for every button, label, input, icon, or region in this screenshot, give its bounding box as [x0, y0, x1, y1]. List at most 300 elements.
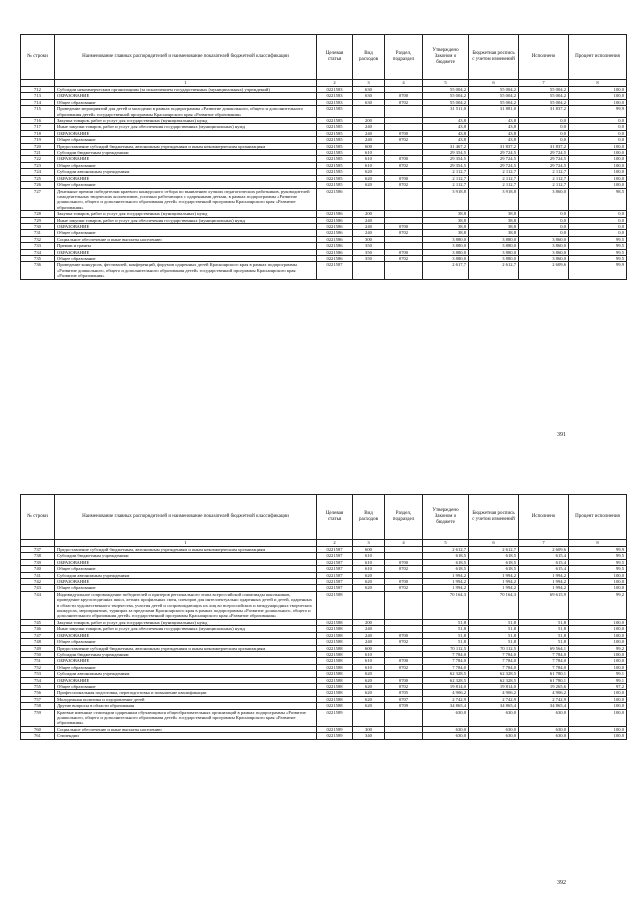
executed-cell: 3 860,0 [519, 255, 569, 261]
percent-cell: 97,2 [569, 683, 627, 689]
planned-cell: 630,0 [469, 733, 519, 739]
row-name-cell: ОБРАЗОВАНИЕ [55, 156, 317, 162]
row-name-cell: Иные закупки товаров, работ и услуг для обеспечения государственных (муниципальных) нужд [55, 626, 317, 632]
row-number-cell: 714 [21, 99, 55, 105]
target-article-cell: 0221587 [317, 547, 353, 553]
target-article-cell: 0221586 [317, 217, 353, 223]
section-cell: 0709 [385, 703, 423, 709]
expense-type-cell: 620 [353, 169, 385, 175]
row-name-cell: ОБРАЗОВАНИЕ [55, 223, 317, 229]
expense-type-cell: 620 [353, 690, 385, 696]
row-name-cell: Общее образование [55, 566, 317, 572]
executed-cell: 51,8 [519, 639, 569, 645]
target-article-cell: 0221588 [317, 664, 353, 670]
expense-type-cell: 620 [353, 572, 385, 578]
planned-cell: 2 112,7 [469, 169, 519, 175]
executed-cell: 630,0 [519, 733, 569, 739]
executed-cell: 29 724,5 [519, 162, 569, 168]
percent-cell: 0,0 [569, 211, 627, 217]
planned-cell: 630,0 [469, 709, 519, 726]
executed-cell: 3 860,0 [519, 236, 569, 242]
approved-cell: 38,8 [423, 217, 469, 223]
row-number-cell: 739 [21, 559, 55, 565]
expense-type-cell: 610 [353, 162, 385, 168]
percent-cell: 100,0 [569, 579, 627, 585]
expense-type-cell: 610 [353, 658, 385, 664]
executed-cell: 2 742,9 [519, 696, 569, 702]
row-name-cell: Закупка товаров, работ и услуг для государственных (муниципальных) нужд [55, 619, 317, 625]
section-cell: 0700 [385, 559, 423, 565]
row-name-cell: Общее образование [55, 99, 317, 105]
header-razdel: Раздел, подраздел [385, 495, 423, 540]
approved-cell: 3 880,0 [423, 243, 469, 249]
row-name-cell: Проведение конкурсов, фестивалей, конференций, форумов одаренных детей Красноярского края в рамках подпрограммы «Развитие дошкольного, общего и дополнительного образования детей» государственной программы Красноярского края «Развитие образования» [55, 262, 317, 279]
approved-cell: 1 994,2 [423, 579, 469, 585]
planned-cell: 38,8 [469, 223, 519, 229]
target-article-cell: 0221588 [317, 651, 353, 657]
row-name-cell: Социальное обеспечение и иные выплаты населению [55, 726, 317, 732]
planned-cell: 55 004,2 [469, 87, 519, 93]
section-cell: 0702 [385, 99, 423, 105]
executed-cell: 7 784,0 [519, 658, 569, 664]
section-cell: 0700 [385, 249, 423, 255]
target-article-cell: 0221585 [317, 182, 353, 188]
approved-cell: 630,0 [423, 733, 469, 739]
row-number-cell: 748 [21, 639, 55, 645]
expense-type-cell: 610 [353, 553, 385, 559]
percent-cell: 99,5 [569, 236, 627, 242]
target-article-cell: 0221585 [317, 130, 353, 136]
approved-cell: 51,8 [423, 619, 469, 625]
executed-cell: 51,8 [519, 632, 569, 638]
section-cell: 0702 [385, 664, 423, 670]
header-planned: Бюджетная роспись с учетом изменений [469, 35, 519, 80]
row-name-cell: ОБРАЗОВАНИЕ [55, 559, 317, 565]
header-done: Исполнено [519, 35, 569, 80]
row-number-cell: 722 [21, 156, 55, 162]
percent-cell: 99,1 [569, 671, 627, 677]
percent-cell: 100,0 [569, 664, 627, 670]
target-article-cell: 0221586 [317, 211, 353, 217]
approved-cell: 3 918,8 [423, 188, 469, 211]
row-number-cell: 727 [21, 188, 55, 211]
approved-cell: 51,8 [423, 639, 469, 645]
expense-type-cell: 610 [353, 156, 385, 162]
planned-cell: 3 880,0 [469, 255, 519, 261]
target-article-cell: 0221588 [317, 683, 353, 689]
executed-cell: 1 994,2 [519, 585, 569, 591]
percent-cell: 100,0 [569, 143, 627, 149]
percent-cell: 99,2 [569, 645, 627, 651]
percent-cell: 100,0 [569, 632, 627, 638]
planned-cell: 3 918,8 [469, 188, 519, 211]
colnum: 7 [519, 80, 569, 87]
row-name-cell: Общее образование [55, 639, 317, 645]
row-name-cell: Индивидуальное сопровождение победителей и призеров регионального этапа всероссийской олимпиады школьников, проведение круглогодичных школ, летних профильных смен, пленэров для интеллектуально одаренных детей и детей, одаренных в области художественного творчества, участия детей и сопровождающих их лиц во всероссийских и международных творческих конкурсах, мероприятиях, турнирах за пределами Красноярского края в рамках подпрограммы «Развитие дошкольного, общего и дополнительного образования детей» государственной программы Красноярского края «Развитие образования» [55, 591, 317, 619]
approved-cell: 43,8 [423, 130, 469, 136]
approved-cell: 43,8 [423, 137, 469, 143]
planned-cell: 3 880,0 [469, 243, 519, 249]
row-name-cell: ОБРАЗОВАНИЕ [55, 658, 317, 664]
expense-type-cell: 620 [353, 579, 385, 585]
row-number-cell: 741 [21, 572, 55, 578]
row-name-cell: ОБРАЗОВАНИЕ [55, 175, 317, 181]
colnum: 2 [317, 80, 353, 87]
expense-type-cell: 240 [353, 137, 385, 143]
planned-cell: 43,8 [469, 124, 519, 130]
section-cell: 0702 [385, 162, 423, 168]
section-cell [385, 591, 423, 619]
approved-cell: 7 784,0 [423, 658, 469, 664]
approved-cell: 618,5 [423, 553, 469, 559]
executed-cell: 1 994,2 [519, 579, 569, 585]
row-number-cell: 721 [21, 150, 55, 156]
section-cell: 0702 [385, 137, 423, 143]
approved-cell: 38,8 [423, 230, 469, 236]
row-name-cell: Общее образование [55, 664, 317, 670]
percent-cell: 0,0 [569, 130, 627, 136]
approved-cell: 630,0 [423, 726, 469, 732]
row-number-cell: 749 [21, 645, 55, 651]
percent-cell: 100,0 [569, 572, 627, 578]
row-number-cell: 750 [21, 651, 55, 657]
row-number-cell: 756 [21, 690, 55, 696]
row-number-cell: 717 [21, 124, 55, 130]
row-number-cell: 731 [21, 230, 55, 236]
target-article-cell: 0221585 [317, 118, 353, 124]
section-cell: 0705 [385, 690, 423, 696]
target-article-cell: 0221583 [317, 99, 353, 105]
target-article-cell: 0221585 [317, 175, 353, 181]
target-article-cell: 0221587 [317, 579, 353, 585]
executed-cell: 34 865,4 [519, 703, 569, 709]
target-article-cell: 0221589 [317, 726, 353, 732]
target-article-cell: 0221587 [317, 566, 353, 572]
section-cell: 0700 [385, 677, 423, 683]
percent-cell: 100,0 [569, 99, 627, 105]
expense-type-cell: 200 [353, 211, 385, 217]
planned-cell: 7 784,0 [469, 651, 519, 657]
executed-cell: 0,0 [519, 211, 569, 217]
approved-cell: 3 880,0 [423, 255, 469, 261]
executed-cell: 3 860,0 [519, 188, 569, 211]
target-article-cell: 0221585 [317, 137, 353, 143]
planned-cell: 1 994,2 [469, 585, 519, 591]
percent-cell: 0,0 [569, 223, 627, 229]
planned-cell: 2 612,7 [469, 262, 519, 279]
executed-cell: 2 112,7 [519, 182, 569, 188]
table-row [21, 709, 627, 726]
row-name-cell: Субсидии автономным учреждениям [55, 169, 317, 175]
row-name-cell: Премии и гранты [55, 243, 317, 249]
header-name: Наименование главных распорядителей и наименование показателей бюджетной классификации [55, 495, 317, 540]
table-row [21, 188, 627, 211]
expense-type-cell: 240 [353, 230, 385, 236]
planned-cell: 630,0 [469, 726, 519, 732]
expense-type-cell: 240 [353, 223, 385, 229]
colnum: 8 [569, 540, 627, 547]
percent-cell: 100,0 [569, 182, 627, 188]
target-article-cell: 0221585 [317, 169, 353, 175]
approved-cell: 7 784,0 [423, 664, 469, 670]
planned-cell: 7 784,0 [469, 658, 519, 664]
colnum: 4 [385, 80, 423, 87]
row-number-cell: 712 [21, 87, 55, 93]
planned-cell: 51,8 [469, 619, 519, 625]
colnum: 3 [353, 540, 385, 547]
section-cell: 0702 [385, 182, 423, 188]
table-body-1 [21, 87, 627, 280]
section-cell: 0700 [385, 223, 423, 229]
colnum: 5 [423, 80, 469, 87]
target-article-cell: 0221588 [317, 677, 353, 683]
approved-cell: 4 906,2 [423, 690, 469, 696]
approved-cell: 51,8 [423, 626, 469, 632]
approved-cell: 38,8 [423, 211, 469, 217]
row-number-cell: 723 [21, 162, 55, 168]
row-name-cell: Общее образование [55, 255, 317, 261]
executed-cell: 2 609,6 [519, 547, 569, 553]
approved-cell: 51,8 [423, 632, 469, 638]
executed-cell: 19 265,6 [519, 683, 569, 689]
page-number-2: 392 [557, 880, 566, 886]
approved-cell: 29 354,5 [423, 156, 469, 162]
percent-cell: 100,0 [569, 162, 627, 168]
approved-cell: 2 612,7 [423, 547, 469, 553]
approved-cell: 618,5 [423, 566, 469, 572]
expense-type-cell: 610 [353, 150, 385, 156]
approved-cell: 1 994,2 [423, 585, 469, 591]
approved-cell: 2 742,9 [423, 696, 469, 702]
target-article-cell: 0221588 [317, 703, 353, 709]
row-name-cell: ОБРАЗОВАНИЕ [55, 93, 317, 99]
target-article-cell: 0221585 [317, 156, 353, 162]
percent-cell: 99,5 [569, 255, 627, 261]
executed-cell: 0,0 [519, 223, 569, 229]
expense-type-cell: 620 [353, 677, 385, 683]
target-article-cell: 0221589 [317, 733, 353, 739]
percent-cell: 100,0 [569, 175, 627, 181]
row-name-cell: Субсидии автономным учреждениям [55, 671, 317, 677]
expense-type-cell: 600 [353, 143, 385, 149]
header-done: Исполнено [519, 495, 569, 540]
column-number-row [21, 80, 627, 87]
executed-cell: 31 837,2 [519, 143, 569, 149]
approved-cell: 19 814,0 [423, 683, 469, 689]
target-article-cell: 0221588 [317, 658, 353, 664]
header-razdel: Раздел, подраздел [385, 35, 423, 80]
approved-cell: 43,8 [423, 118, 469, 124]
section-cell: 0700 [385, 175, 423, 181]
approved-cell: 62 328,5 [423, 677, 469, 683]
expense-type-cell: 240 [353, 632, 385, 638]
row-number-cell: 730 [21, 223, 55, 229]
colnum: 3 [353, 80, 385, 87]
report-page-1 [20, 34, 626, 280]
executed-cell: 0,0 [519, 118, 569, 124]
expense-type-cell: 200 [353, 619, 385, 625]
expense-type-cell: 620 [353, 671, 385, 677]
executed-cell: 3 860,0 [519, 243, 569, 249]
header-target: Целевая статья [317, 35, 353, 80]
planned-cell: 2 612,7 [469, 547, 519, 553]
row-number-cell: 754 [21, 677, 55, 683]
target-article-cell: 0221586 [317, 188, 353, 211]
colnum: 6 [469, 80, 519, 87]
planned-cell: 4 906,2 [469, 690, 519, 696]
expense-type-cell: 240 [353, 124, 385, 130]
table-header [21, 495, 627, 540]
percent-cell: 100,0 [569, 703, 627, 709]
section-cell [385, 262, 423, 279]
expense-type-cell: 300 [353, 236, 385, 242]
percent-cell: 99,5 [569, 566, 627, 572]
section-cell: 0702 [385, 683, 423, 689]
row-number-cell: 743 [21, 585, 55, 591]
planned-cell: 2 112,7 [469, 175, 519, 181]
executed-cell: 29 724,5 [519, 150, 569, 156]
target-article-cell: 0221586 [317, 230, 353, 236]
executed-cell: 69 564,1 [519, 645, 569, 651]
executed-cell: 630,0 [519, 709, 569, 726]
approved-cell: 70 164,3 [423, 591, 469, 619]
planned-cell: 43,8 [469, 118, 519, 124]
row-number-cell: 745 [21, 619, 55, 625]
header-target: Целевая статья [317, 495, 353, 540]
executed-cell: 0,0 [519, 217, 569, 223]
header-vid: Вид расходов [353, 495, 385, 540]
row-number-cell: 751 [21, 658, 55, 664]
colnum [21, 540, 55, 547]
planned-cell: 19 814,0 [469, 683, 519, 689]
row-number-cell: 753 [21, 671, 55, 677]
section-cell: 0702 [385, 230, 423, 236]
target-article-cell: 0221588 [317, 619, 353, 625]
colnum: 7 [519, 540, 569, 547]
table-row [21, 106, 627, 118]
row-number-cell: 746 [21, 626, 55, 632]
percent-cell: 99,1 [569, 677, 627, 683]
row-number-cell: 738 [21, 553, 55, 559]
row-number-cell: 742 [21, 579, 55, 585]
planned-cell: 38,8 [469, 217, 519, 223]
row-number-cell: 719 [21, 137, 55, 143]
section-cell [385, 709, 423, 726]
page-number-1: 391 [557, 432, 566, 438]
percent-cell: 100,0 [569, 93, 627, 99]
approved-cell: 3 880,0 [423, 236, 469, 242]
executed-cell: 630,0 [519, 726, 569, 732]
target-article-cell: 0221585 [317, 124, 353, 130]
row-name-cell: Субсидии автономным учреждениям [55, 572, 317, 578]
planned-cell: 51,8 [469, 639, 519, 645]
expense-type-cell [353, 262, 385, 279]
planned-cell: 38,8 [469, 230, 519, 236]
header-vid: Вид расходов [353, 35, 385, 80]
percent-cell: 100,0 [569, 658, 627, 664]
target-article-cell: 0221588 [317, 645, 353, 651]
planned-cell: 31 881,0 [469, 106, 519, 118]
executed-cell: 55 004,2 [519, 87, 569, 93]
section-cell [385, 733, 423, 739]
planned-cell: 1 994,2 [469, 572, 519, 578]
target-article-cell: 0221588 [317, 626, 353, 632]
percent-cell: 99,9 [569, 547, 627, 553]
target-article-cell: 0221586 [317, 223, 353, 229]
executed-cell: 615,4 [519, 553, 569, 559]
approved-cell: 2 112,7 [423, 169, 469, 175]
section-cell: 0700 [385, 130, 423, 136]
target-article-cell: 0221586 [317, 236, 353, 242]
percent-cell: 100,0 [569, 726, 627, 732]
target-article-cell: 0221587 [317, 559, 353, 565]
executed-cell: 61 780,1 [519, 671, 569, 677]
percent-cell: 100,0 [569, 651, 627, 657]
row-number-cell: 716 [21, 118, 55, 124]
planned-cell: 55 004,2 [469, 99, 519, 105]
target-article-cell: 0221588 [317, 591, 353, 619]
target-article-cell: 0221588 [317, 639, 353, 645]
executed-cell: 69 615,9 [519, 591, 569, 619]
target-article-cell: 0221588 [317, 696, 353, 702]
colnum: 5 [423, 540, 469, 547]
percent-cell: 100,0 [569, 585, 627, 591]
executed-cell: 1 994,2 [519, 572, 569, 578]
budget-table-1 [20, 34, 627, 280]
planned-cell: 38,8 [469, 211, 519, 217]
expense-type-cell: 630 [353, 93, 385, 99]
planned-cell: 43,8 [469, 137, 519, 143]
approved-cell: 55 004,2 [423, 93, 469, 99]
colnum: 1 [55, 80, 317, 87]
header-no: № строки [21, 495, 55, 540]
approved-cell: 62 328,5 [423, 671, 469, 677]
row-number-cell: 726 [21, 182, 55, 188]
approved-cell: 55 004,2 [423, 99, 469, 105]
target-article-cell: 0221586 [317, 249, 353, 255]
expense-type-cell: 600 [353, 547, 385, 553]
expense-type-cell [353, 106, 385, 118]
approved-cell: 55 004,2 [423, 87, 469, 93]
header-percent: Процент исполнения [569, 495, 627, 540]
planned-cell: 618,5 [469, 553, 519, 559]
percent-cell: 100,0 [569, 156, 627, 162]
target-article-cell: 0221587 [317, 262, 353, 279]
colnum: 6 [469, 540, 519, 547]
row-name-cell: Профессиональная подготовка, переподготовка и повышение квалификации [55, 690, 317, 696]
percent-cell: 100,0 [569, 619, 627, 625]
row-number-cell: 752 [21, 664, 55, 670]
row-number-cell: 729 [21, 217, 55, 223]
colnum [21, 80, 55, 87]
table-body-2 [21, 547, 627, 740]
percent-cell: 98,5 [569, 188, 627, 211]
executed-cell: 55 004,2 [519, 93, 569, 99]
section-cell: 0702 [385, 639, 423, 645]
approved-cell: 31 511,0 [423, 106, 469, 118]
percent-cell: 0,0 [569, 118, 627, 124]
row-number-cell: 736 [21, 262, 55, 279]
row-name-cell: Общее образование [55, 230, 317, 236]
executed-cell: 3 860,0 [519, 249, 569, 255]
expense-type-cell: 200 [353, 118, 385, 124]
row-number-cell: 755 [21, 683, 55, 689]
row-name-cell: Субсидии бюджетным учреждениям [55, 651, 317, 657]
row-name-cell: Закупка товаров, работ и услуг для государственных (муниципальных) нужд [55, 211, 317, 217]
row-number-cell: 715 [21, 106, 55, 118]
executed-cell: 2 609,6 [519, 262, 569, 279]
target-article-cell: 0221586 [317, 255, 353, 261]
